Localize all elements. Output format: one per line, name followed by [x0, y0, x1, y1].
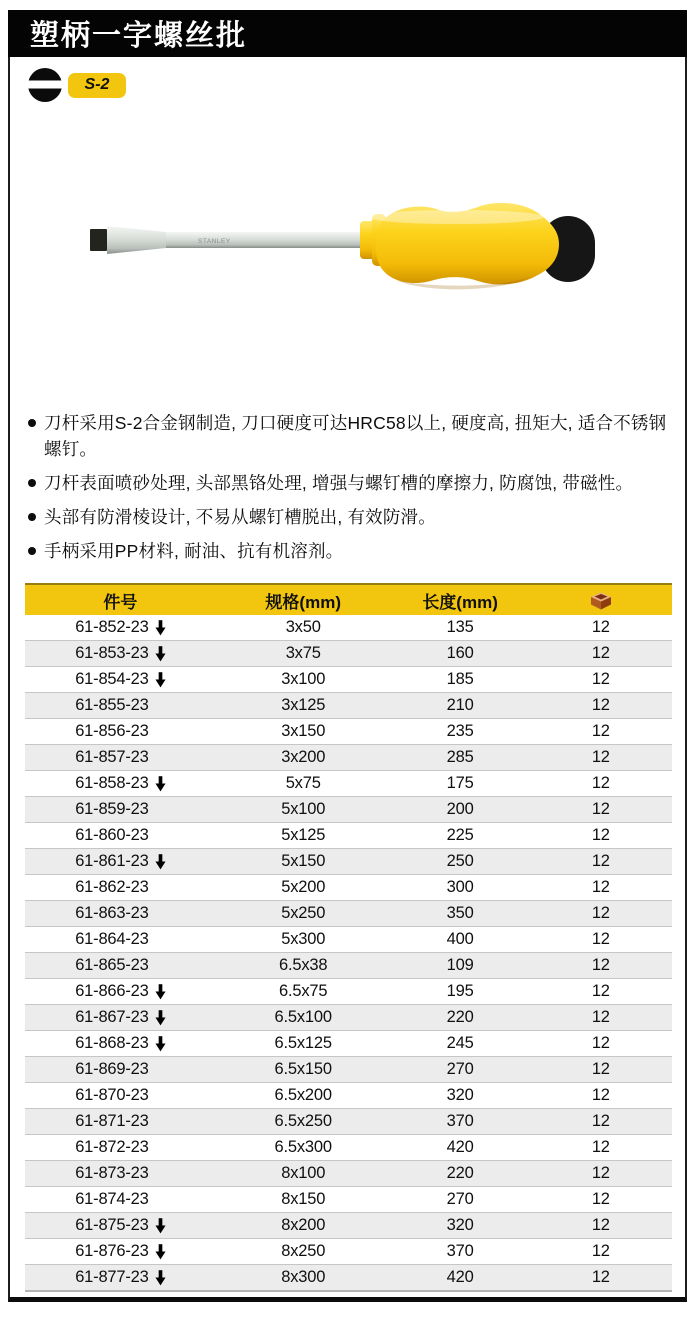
table-row [25, 692, 672, 718]
table-row [25, 744, 672, 770]
title-bar [8, 10, 687, 57]
length-cell: 160 [446, 644, 474, 662]
table-row [25, 1160, 672, 1186]
table-body [25, 615, 672, 1292]
length-cell: 300 [446, 878, 474, 896]
length-cell: 420 [446, 1268, 474, 1286]
part-number: 61-859-23 [75, 800, 149, 818]
spec-cell: 6.5x150 [274, 1060, 332, 1078]
table-row [25, 848, 672, 874]
down-arrow-icon [155, 1036, 166, 1052]
length-cell: 185 [446, 670, 474, 688]
qty-cell: 12 [591, 1008, 610, 1026]
down-arrow-icon [155, 1270, 166, 1286]
qty-cell: 12 [591, 1216, 610, 1234]
qty-cell: 12 [591, 956, 610, 974]
length-cell: 350 [446, 904, 474, 922]
part-number-cell [25, 696, 216, 715]
part-number-cell [25, 956, 216, 975]
length-cell: 200 [446, 800, 474, 818]
qty-cell: 12 [591, 1268, 610, 1286]
down-arrow-icon [155, 1244, 166, 1260]
down-arrow-icon [155, 1218, 166, 1234]
down-arrow-icon [155, 620, 166, 636]
spec-cell: 5x125 [281, 826, 326, 844]
spec-cell: 8x150 [281, 1190, 326, 1208]
spec-cell: 3x50 [285, 618, 321, 636]
table-row [25, 1108, 672, 1134]
length-cell: 320 [446, 1086, 474, 1104]
qty-cell: 12 [591, 878, 610, 896]
product-image [86, 196, 601, 311]
length-cell: 225 [446, 826, 474, 844]
spec-cell: 6.5x200 [274, 1086, 332, 1104]
page-frame [8, 10, 687, 1302]
part-number-cell [25, 904, 216, 923]
part-number-cell [25, 1086, 216, 1105]
down-arrow-icon [155, 672, 166, 688]
table-row [25, 615, 672, 640]
part-number: 61-877-23 [75, 1268, 149, 1286]
qty-cell: 12 [591, 1190, 610, 1208]
spec-cell: 3x150 [281, 722, 326, 740]
table-row [25, 718, 672, 744]
qty-cell: 12 [591, 1164, 610, 1182]
qty-cell: 12 [591, 670, 610, 688]
feature-item: 手柄采用PP材料, 耐油、抗有机溶剂。 [26, 538, 674, 564]
table-row [25, 874, 672, 900]
down-arrow-icon [155, 1010, 166, 1026]
part-number: 61-876-23 [75, 1242, 149, 1260]
length-cell: 109 [446, 956, 474, 974]
part-number: 61-865-23 [75, 956, 149, 974]
spec-cell: 3x100 [281, 670, 326, 688]
qty-cell: 12 [591, 982, 610, 1000]
page-title: 塑柄一字螺丝批 [30, 20, 248, 52]
qty-cell: 12 [591, 1086, 610, 1104]
spec-cell: 3x75 [285, 644, 321, 662]
table-row [25, 900, 672, 926]
qty-cell: 12 [591, 748, 610, 766]
feature-item: 刀杆采用S-2合金钢制造, 刀口硬度可达HRC58以上, 硬度高, 扭矩大, 适合不锈钢螺钉。 [26, 410, 674, 462]
length-cell: 250 [446, 852, 474, 870]
part-number-cell [25, 1164, 216, 1183]
column-header-spec: 规格(mm) [265, 592, 341, 612]
length-cell: 270 [446, 1190, 474, 1208]
feature-item: 刀杆表面喷砂处理, 头部黑铬处理, 增强与螺钉槽的摩擦力, 防腐蚀, 带磁性。 [26, 470, 674, 496]
spec-cell: 6.5x300 [274, 1138, 332, 1156]
qty-cell: 12 [591, 930, 610, 948]
steel-grade-label: S-2 [84, 76, 110, 93]
table-row [25, 926, 672, 952]
qty-cell: 12 [591, 852, 610, 870]
feature-item: 头部有防滑棱设计, 不易从螺钉槽脱出, 有效防滑。 [26, 504, 674, 530]
qty-cell: 12 [591, 696, 610, 714]
part-number-cell [25, 774, 216, 793]
shaft [166, 232, 366, 248]
part-number-cell [25, 722, 216, 741]
spec-cell: 6.5x100 [274, 1008, 332, 1026]
spec-cell: 5x200 [281, 878, 326, 896]
table-header-row [25, 583, 672, 615]
length-cell: 245 [446, 1034, 474, 1052]
length-cell: 285 [446, 748, 474, 766]
spec-cell: 8x250 [281, 1242, 326, 1260]
length-cell: 135 [446, 618, 474, 636]
length-cell: 210 [446, 696, 474, 714]
length-cell: 370 [446, 1112, 474, 1130]
spec-cell: 6.5x250 [274, 1112, 332, 1130]
part-number-cell [25, 982, 216, 1001]
part-number: 61-866-23 [75, 982, 149, 1000]
part-number-cell [25, 618, 216, 637]
part-number-cell [25, 930, 216, 949]
qty-cell: 12 [591, 1242, 610, 1260]
part-number: 61-861-23 [75, 852, 149, 870]
spec-cell: 5x300 [281, 930, 326, 948]
qty-cell: 12 [591, 618, 610, 636]
spec-cell: 8x300 [281, 1268, 326, 1286]
part-number-cell [25, 800, 216, 819]
part-number: 61-875-23 [75, 1216, 149, 1234]
spec-cell: 6.5x75 [279, 982, 328, 1000]
part-number: 61-869-23 [75, 1060, 149, 1078]
length-cell: 220 [446, 1164, 474, 1182]
part-number: 61-853-23 [75, 644, 149, 662]
table-row [25, 1264, 672, 1290]
spec-cell: 8x200 [281, 1216, 326, 1234]
length-cell: 400 [446, 930, 474, 948]
qty-cell: 12 [591, 800, 610, 818]
spec-cell: 5x250 [281, 904, 326, 922]
qty-cell: 12 [591, 1034, 610, 1052]
part-number: 61-872-23 [75, 1138, 149, 1156]
table-row [25, 1212, 672, 1238]
part-number-cell [25, 748, 216, 767]
part-number-cell [25, 1138, 216, 1157]
part-number-cell [25, 1242, 216, 1261]
down-arrow-icon [155, 984, 166, 1000]
spec-cell: 3x200 [281, 748, 326, 766]
qty-cell: 12 [591, 1060, 610, 1078]
part-number-cell [25, 878, 216, 897]
table-row [25, 822, 672, 848]
length-cell: 235 [446, 722, 474, 740]
column-header-length: 长度(mm) [422, 592, 498, 612]
feature-list [26, 410, 674, 572]
part-number: 61-856-23 [75, 722, 149, 740]
qty-cell: 12 [591, 644, 610, 662]
part-number-cell [25, 1268, 216, 1287]
part-number: 61-873-23 [75, 1164, 149, 1182]
qty-cell: 12 [591, 1112, 610, 1130]
part-number-cell [25, 826, 216, 845]
blade-tip-icon [90, 226, 166, 254]
table-row [25, 978, 672, 1004]
handle [360, 203, 595, 289]
part-number-cell [25, 644, 216, 663]
spec-cell: 5x75 [285, 774, 321, 792]
length-cell: 420 [446, 1138, 474, 1156]
part-number-cell [25, 1060, 216, 1079]
table-row [25, 770, 672, 796]
down-arrow-icon [155, 854, 166, 870]
qty-cell: 12 [591, 904, 610, 922]
table-row [25, 1056, 672, 1082]
part-number-cell [25, 1034, 216, 1053]
slotted-tip-icon [28, 68, 62, 102]
part-number: 61-874-23 [75, 1190, 149, 1208]
table-row [25, 796, 672, 822]
spec-cell: 5x150 [281, 852, 326, 870]
part-number-cell [25, 852, 216, 871]
down-arrow-icon [155, 776, 166, 792]
package-box-icon [589, 591, 613, 610]
table-row [25, 1238, 672, 1264]
length-cell: 370 [446, 1242, 474, 1260]
part-number: 61-862-23 [75, 878, 149, 896]
down-arrow-icon [155, 646, 166, 662]
part-number: 61-863-23 [75, 904, 149, 922]
part-number: 61-867-23 [75, 1008, 149, 1026]
part-number: 61-860-23 [75, 826, 149, 844]
part-number: 61-854-23 [75, 670, 149, 688]
length-cell: 195 [446, 982, 474, 1000]
spec-cell: 8x100 [281, 1164, 326, 1182]
part-number: 61-864-23 [75, 930, 149, 948]
qty-cell: 12 [591, 1138, 610, 1156]
part-number: 61-858-23 [75, 774, 149, 792]
table-row [25, 1004, 672, 1030]
part-number: 61-870-23 [75, 1086, 149, 1104]
part-number-cell [25, 1008, 216, 1027]
length-cell: 270 [446, 1060, 474, 1078]
qty-cell: 12 [591, 826, 610, 844]
spec-cell: 6.5x125 [274, 1034, 332, 1052]
length-cell: 220 [446, 1008, 474, 1026]
product-badges [28, 68, 126, 102]
steel-grade-badge [68, 73, 126, 98]
spec-cell: 3x125 [281, 696, 326, 714]
shaft-brand-text: STANLEY [198, 238, 231, 245]
table-row [25, 1082, 672, 1108]
spec-cell: 5x100 [281, 800, 326, 818]
table-row [25, 1134, 672, 1160]
column-header-part: 件号 [103, 592, 138, 612]
table-row [25, 640, 672, 666]
table-row [25, 952, 672, 978]
table-row [25, 666, 672, 692]
part-number-cell [25, 1190, 216, 1209]
table-row [25, 1030, 672, 1056]
part-number: 61-871-23 [75, 1112, 149, 1130]
spec-table [25, 583, 672, 1292]
part-number: 61-857-23 [75, 748, 149, 766]
part-number-cell [25, 1216, 216, 1235]
part-number: 61-868-23 [75, 1034, 149, 1052]
column-header-qty [530, 591, 672, 610]
part-number-cell [25, 1112, 216, 1131]
length-cell: 175 [446, 774, 474, 792]
spec-cell: 6.5x38 [279, 956, 328, 974]
part-number: 61-855-23 [75, 696, 149, 714]
part-number: 61-852-23 [75, 618, 149, 636]
length-cell: 320 [446, 1216, 474, 1234]
table-row [25, 1186, 672, 1212]
qty-cell: 12 [591, 722, 610, 740]
qty-cell: 12 [591, 774, 610, 792]
part-number-cell [25, 670, 216, 689]
